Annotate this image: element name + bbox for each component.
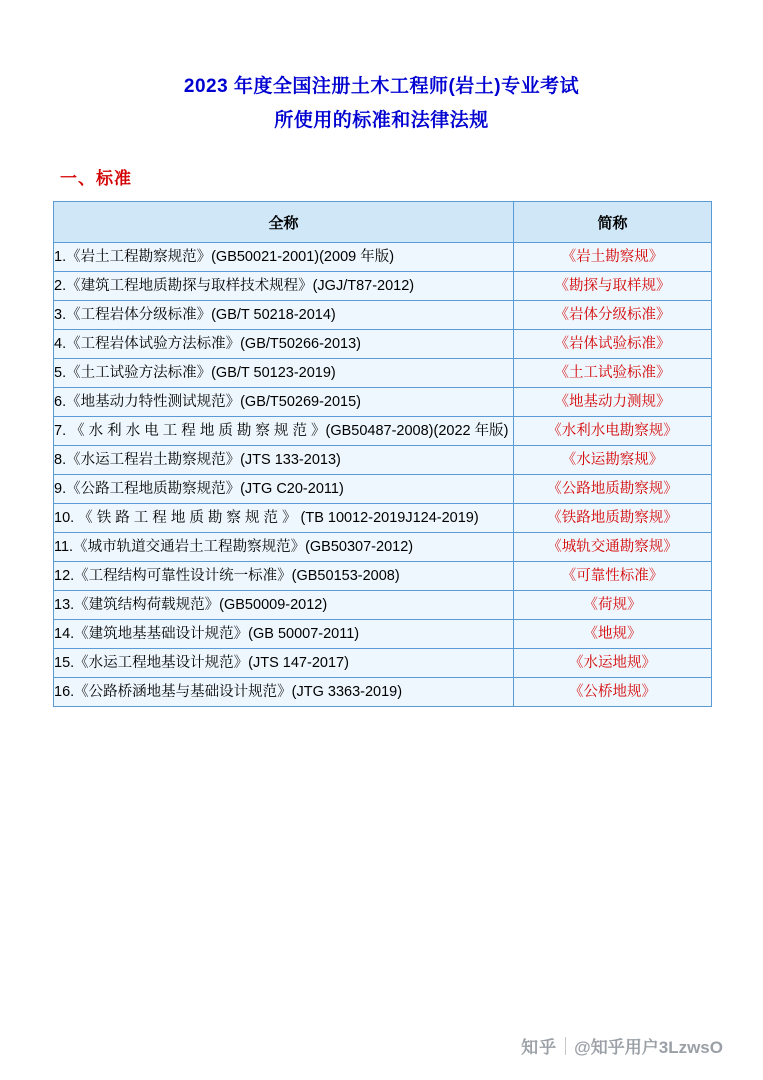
cell-full-name: 16.《公路桥涵地基与基础设计规范》(JTG 3363-2019) xyxy=(54,678,514,707)
cell-full-name: 9.《公路工程地质勘察规范》(JTG C20-2011) xyxy=(54,475,514,504)
table-row xyxy=(54,504,712,533)
watermark xyxy=(521,1033,723,1058)
cell-full-name: 2.《建筑工程地质勘探与取样技术规程》(JGJ/T87-2012) xyxy=(54,272,514,301)
cell-short-name: 《公桥地规》 xyxy=(514,678,712,707)
title-line-2: 所使用的标准和法律法规 xyxy=(274,110,489,131)
document-title xyxy=(52,70,711,138)
watermark-divider xyxy=(565,1037,566,1055)
table-row xyxy=(54,446,712,475)
title-line-1: 2023 年度全国注册土木工程师(岩土)专业考试 xyxy=(183,76,580,97)
cell-short-name: 《水运勘察规》 xyxy=(514,446,712,475)
cell-full-name: 3.《工程岩体分级标准》(GB/T 50218-2014) xyxy=(54,301,514,330)
table-header-row xyxy=(54,202,712,243)
cell-short-name: 《荷规》 xyxy=(514,591,712,620)
cell-full-name: 5.《土工试验方法标准》(GB/T 50123-2019) xyxy=(54,359,514,388)
cell-short-name: 《地基动力测规》 xyxy=(514,388,712,417)
table-row xyxy=(54,330,712,359)
cell-full-name: 14.《建筑地基基础设计规范》(GB 50007-2011) xyxy=(54,620,514,649)
cell-short-name: 《水运地规》 xyxy=(514,649,712,678)
cell-full-name: 8.《水运工程岩土勘察规范》(JTS 133-2013) xyxy=(54,446,514,475)
cell-full-name: 1.《岩土工程勘察规范》(GB50021-2001)(2009 年版) xyxy=(54,243,514,272)
cell-short-name: 《地规》 xyxy=(514,620,712,649)
table-row xyxy=(54,620,712,649)
table-row xyxy=(54,388,712,417)
header-short-name: 简称 xyxy=(514,202,712,243)
cell-full-name: 15.《水运工程地基设计规范》(JTS 147-2017) xyxy=(54,649,514,678)
cell-short-name: 《铁路地质勘察规》 xyxy=(514,504,712,533)
table-row xyxy=(54,359,712,388)
table-row xyxy=(54,591,712,620)
cell-full-name: 11.《城市轨道交通岩土工程勘察规范》(GB50307-2012) xyxy=(54,533,514,562)
section-heading-standards: 一、标准 xyxy=(60,169,132,188)
cell-full-name: 7. 《 水 利 水 电 工 程 地 质 勘 察 规 范 》(GB50487-2008)(2022 年版) xyxy=(54,417,514,446)
zhihu-logo-icon: 知乎 xyxy=(521,1038,558,1057)
cell-short-name: 《岩土勘察规》 xyxy=(514,243,712,272)
standards-table xyxy=(53,201,712,707)
cell-short-name: 《可靠性标准》 xyxy=(514,562,712,591)
cell-short-name: 《公路地质勘察规》 xyxy=(514,475,712,504)
cell-short-name: 《岩体试验标准》 xyxy=(514,330,712,359)
watermark-username: @知乎用户3LzwsO xyxy=(574,1038,723,1057)
table-row xyxy=(54,243,712,272)
cell-full-name: 13.《建筑结构荷载规范》(GB50009-2012) xyxy=(54,591,514,620)
header-full-name: 全称 xyxy=(54,202,514,243)
table-row xyxy=(54,649,712,678)
table-row xyxy=(54,533,712,562)
cell-short-name: 《土工试验标准》 xyxy=(514,359,712,388)
table-row xyxy=(54,417,712,446)
cell-short-name: 《城轨交通勘察规》 xyxy=(514,533,712,562)
cell-short-name: 《水利水电勘察规》 xyxy=(514,417,712,446)
table-row xyxy=(54,301,712,330)
table-row xyxy=(54,562,712,591)
cell-short-name: 《勘探与取样规》 xyxy=(514,272,712,301)
cell-full-name: 6.《地基动力特性测试规范》(GB/T50269-2015) xyxy=(54,388,514,417)
table-row xyxy=(54,678,712,707)
cell-full-name: 4.《工程岩体试验方法标准》(GB/T50266-2013) xyxy=(54,330,514,359)
cell-full-name: 10. 《 铁 路 工 程 地 质 勘 察 规 范 》 (TB 10012-2019J124-2019) xyxy=(54,504,514,533)
table-row xyxy=(54,475,712,504)
cell-full-name: 12.《工程结构可靠性设计统一标准》(GB50153-2008) xyxy=(54,562,514,591)
cell-short-name: 《岩体分级标准》 xyxy=(514,301,712,330)
table-row xyxy=(54,272,712,301)
